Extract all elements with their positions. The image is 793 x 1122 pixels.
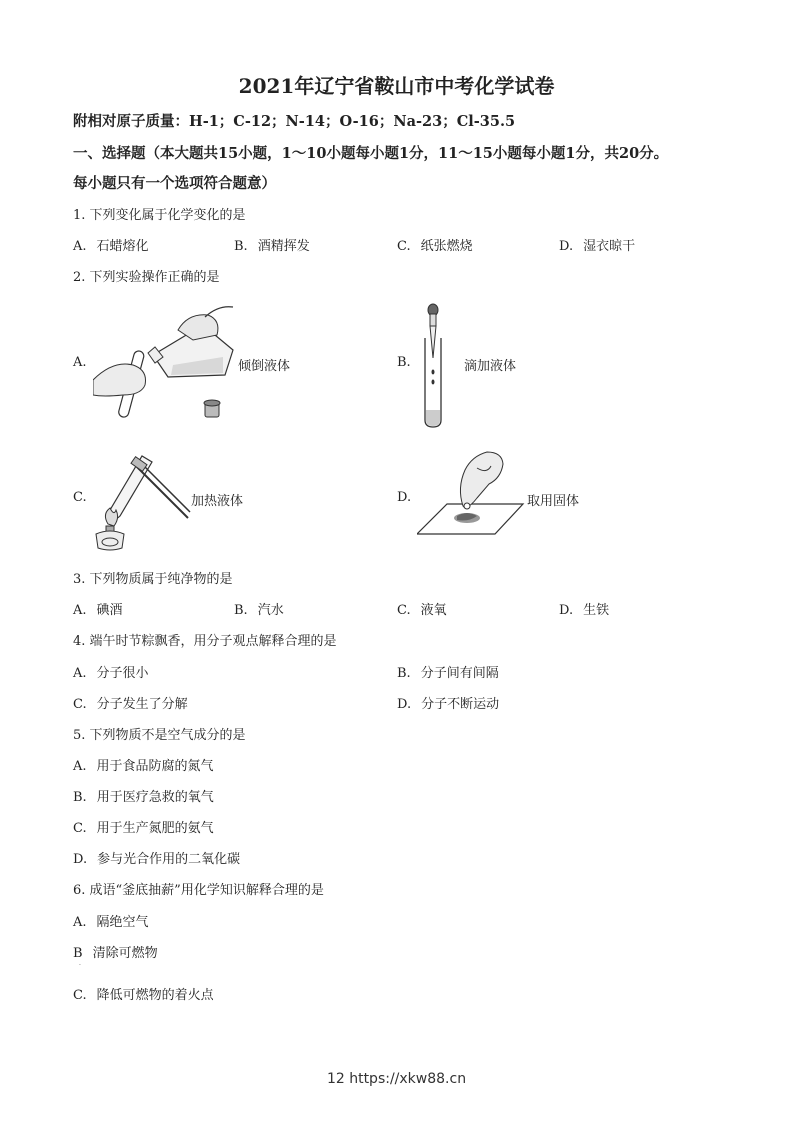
option-text: 取用固体 bbox=[527, 494, 580, 509]
pour-liquid-figure bbox=[93, 295, 238, 425]
option: D. 分子不断运动 bbox=[397, 697, 500, 712]
option: A. 分子很小 bbox=[73, 666, 149, 681]
section-heading-cont: 每小题只有一个选项符合题意） bbox=[73, 175, 276, 192]
option-text: 加热液体 bbox=[191, 494, 244, 509]
option: C. 用于生产氮肥的氨气 bbox=[73, 821, 214, 836]
option-label: B. bbox=[397, 355, 411, 370]
option: C. 液氧 bbox=[397, 603, 447, 618]
atomic-mass-note: 附相对原子质量：H-1；C-12；N-14；O-16；Na-23；Cl-35.5 bbox=[73, 113, 516, 130]
take-solid-figure bbox=[417, 448, 525, 536]
option: B. 用于医疗急救的氧气 bbox=[73, 790, 214, 805]
question-stem: 1. 下列变化属于化学变化的是 bbox=[73, 208, 246, 223]
option: A. 碘酒 bbox=[73, 603, 123, 618]
option: D. 湿衣晾干 bbox=[559, 239, 636, 254]
option: A. 用于食品防腐的氮气 bbox=[73, 759, 214, 774]
page-footer: 12 https://xkw88.cn bbox=[326, 1071, 467, 1087]
option: B. 分子间有间隔 bbox=[397, 666, 499, 681]
heating-figure bbox=[92, 452, 192, 552]
option: B 清除可燃物 bbox=[73, 946, 158, 961]
question-stem: 4. 端午时节粽飘香，用分子观点解释合理的是 bbox=[73, 634, 337, 649]
question-stem: 5. 下列物质不是空气成分的是 bbox=[73, 728, 246, 743]
option-label: C. bbox=[73, 490, 87, 505]
option: C. 降低可燃物的着火点 bbox=[73, 988, 214, 1003]
option: D. 生铁 bbox=[559, 603, 610, 618]
option: A. 石蜡熔化 bbox=[73, 239, 149, 254]
option: C. 纸张燃烧 bbox=[397, 239, 473, 254]
option: A. 隔绝空气 bbox=[73, 915, 149, 930]
option: B. 酒精挥发 bbox=[234, 239, 310, 254]
question-stem: 3. 下列物质属于纯净物的是 bbox=[73, 572, 233, 587]
option-text: 倾倒液体 bbox=[238, 359, 291, 374]
option: D. 参与光合作用的二氧化碳 bbox=[73, 852, 241, 867]
option: B. 汽水 bbox=[234, 603, 284, 618]
question-stem: 2. 下列实验操作正确的是 bbox=[73, 270, 220, 285]
option: C. 分子发生了分解 bbox=[73, 697, 188, 712]
page-title: 2021年辽宁省鞍山市中考化学试卷 bbox=[238, 74, 555, 98]
option-label: D. bbox=[397, 490, 412, 505]
dropper-figure bbox=[417, 302, 449, 430]
section-heading: 一、选择题（本大题共15小题，1～10小题每小题1分，11～15小题每小题1分，共20分。 bbox=[73, 145, 669, 162]
stray-mark: . bbox=[79, 960, 81, 967]
option-text: 滴加液体 bbox=[464, 359, 517, 374]
question-stem: 6. 成语“釜底抽薪”用化学知识解释合理的是 bbox=[73, 883, 324, 898]
option-label: A. bbox=[73, 355, 87, 370]
